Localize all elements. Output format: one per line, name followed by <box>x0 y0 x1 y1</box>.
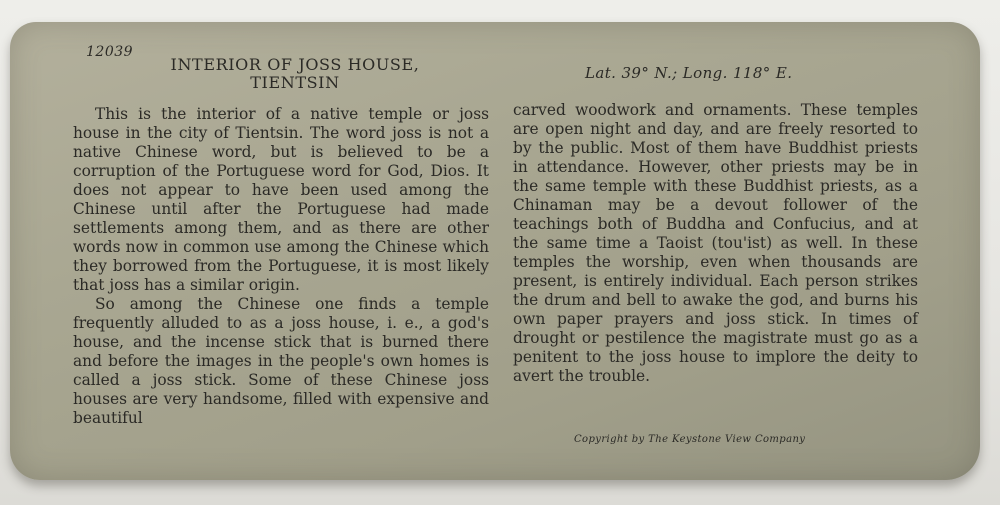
left-text-column <box>73 105 489 428</box>
left-paragraph-1: This is the interior of a native temple or joss house in the city of Tientsin. The word joss is not a native Chinese word, but is believed to be a corruption of the Portuguese word for God, Dios. It does not appear to have been used among the Chinese until after the Portuguese had made settlements among them, and as there are other words now in common use among the Chinese which they borrowed from the Portuguese, it is most likely that joss has a similar origin. <box>73 105 489 294</box>
right-paragraph: carved woodwork and ornaments. These temples are open night and day, and are freely resorted to by the public. Most of them have Buddhist priests in attendance. However, other priests may be in the same temple with these Buddhist priests, as a Chinaman may be a devout follower of the teachings both of Buddha and Confucius, and at the same time a Taoist (tou'ist) as well. In these temples the worship, even when thousands are present, is entirely individual. Each person strikes the drum and bell to awake the god, and burns his own paper prayers and joss stick. In times of drought or pestilence the magistrate must go as a penitent to the joss house to implore the deity to avert the trouble. <box>513 101 918 385</box>
left-paragraph-2: So among the Chinese one finds a temple frequently alluded to as a joss house, i. e., a god's house, and the incense stick that is burned there and before the images in the people's own homes is called a joss stick. Some of these Chinese joss houses are very handsome, filled with expensive and beautiful <box>73 295 489 427</box>
card-title <box>120 56 470 92</box>
coordinates: Lat. 39° N.; Long. 118° E. <box>585 64 793 82</box>
right-text-column <box>513 101 918 386</box>
copyright-notice: Copyright by The Keystone View Company <box>574 434 806 445</box>
title-line-1: INTERIOR OF JOSS HOUSE, <box>170 55 420 74</box>
plate-number: 12039 <box>86 44 134 60</box>
title-line-2: TIENTSIN <box>250 73 340 92</box>
stereoview-card-back <box>10 22 980 480</box>
